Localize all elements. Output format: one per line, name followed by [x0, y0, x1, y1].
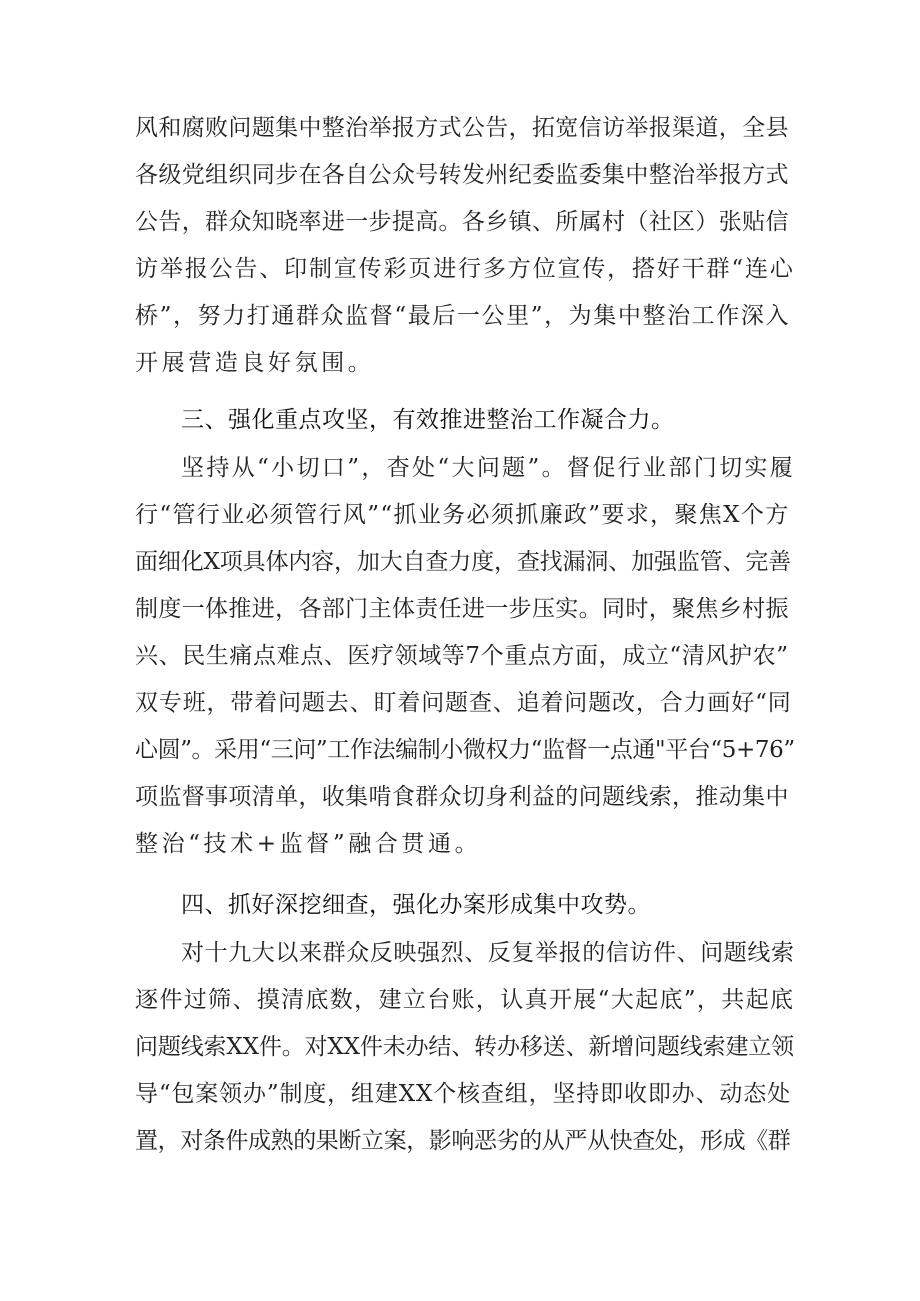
text-line: 兴、民生痛点难点、医疗领域等7个重点方面，成立“清风护农” — [135, 643, 789, 669]
text-line: 对十九大以来群众反映强烈、反复举报的信访件、问题线索 — [181, 940, 795, 966]
text-line: 面细化X项具体内容，加大自查力度，查找漏洞、加强监管、完善 — [135, 549, 792, 575]
text-line: 整治“技术+监督”融合贯通。 — [135, 831, 482, 857]
text-line: 开展营造良好氛围。 — [135, 350, 375, 376]
paragraph-case-handling — [135, 930, 795, 1165]
text-line: 风和腐败问题集中整治举报方式公告，拓宽信访举报渠道，全县 — [135, 115, 789, 141]
section-heading-4: 四、抓好深挖细查，强化办案形成集中攻势。 — [181, 892, 651, 918]
text-line: 问题线索XX件。对XX件未办结、转办移送、新增问题线索建立领 — [135, 1034, 794, 1060]
text-line: 桥”，努力打通群众监督“最后一公里”，为集中整治工作深入 — [135, 303, 791, 329]
text-line: 制度一体推进，各部门主体责任进一步压实。同时，聚焦乡村振 — [135, 596, 789, 622]
text-line: 坚持从“小切口”，杳处“大问题”。督促行业部门切实履 — [181, 455, 796, 481]
text-line: 公告，群众知晓率进一步提高。各乡镇、所属村（社区）张贴信 — [135, 209, 789, 235]
text-line: 双专班，带着问题去、盯着问题查、追着问题改，合力画好“同 — [135, 690, 792, 716]
text-line: 导“包案领办”制度，组建XX个核查组，坚持即收即办、动态处 — [135, 1081, 791, 1107]
paragraph-publicity — [135, 105, 795, 387]
text-line: 项监督事项清单，收集啃食群众切身利益的问题线索，推动集中 — [135, 784, 789, 810]
paragraph-key-tasks — [135, 445, 795, 868]
text-line: 置，对条件成熟的果断立案，影响恶劣的从严从快查处，形成《群 — [135, 1128, 791, 1154]
text-line: 访举报公告、印制宣传彩页进行多方位宣传，搭好干群“连心 — [135, 256, 795, 282]
text-line: 逐件过筛、摸清底数，建立台账，认真开展“大起底”，共起底 — [135, 987, 795, 1013]
text-line: 心圆”。采用“三问”工作法编制小微权力“监督一点通"平台“5+76” — [135, 737, 795, 763]
text-line: 各级党组织同步在各自公众号转发州纪委监委集中整治举报方式 — [135, 162, 789, 188]
text-line: 行“管行业必须管行风”“抓业务必须抓廉政”要求，聚焦X个方 — [135, 502, 790, 528]
section-heading-3: 三、强化重点攻坚，有效推进整治工作凝合力。 — [181, 407, 675, 433]
